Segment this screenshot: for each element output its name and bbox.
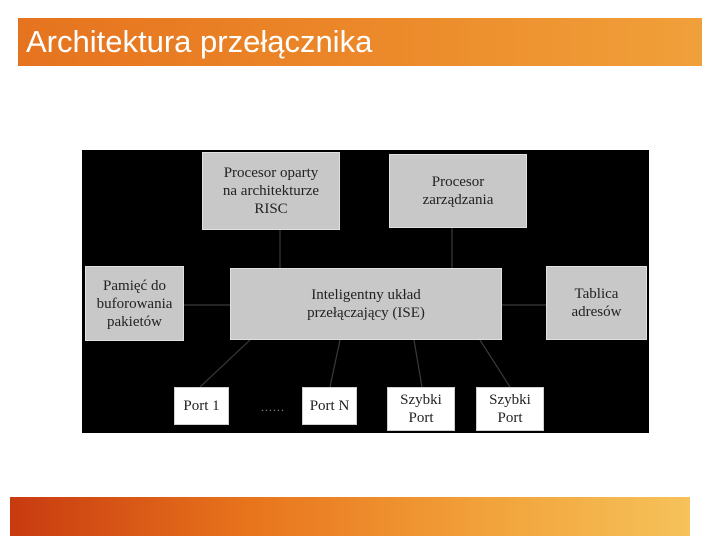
buffer-memory-label: Pamięć do buforowania pakietów — [96, 277, 173, 330]
port-n-box — [302, 387, 357, 425]
management-processor-label: Procesor zarządzania — [422, 174, 494, 208]
ports-ellipsis: ...... — [261, 400, 285, 414]
port-1-label: Port 1 — [183, 398, 220, 414]
ise-box — [230, 268, 502, 340]
line-ise-portn — [330, 340, 340, 387]
line-ise-fast2 — [480, 340, 510, 387]
fast-port-2-box — [476, 387, 544, 431]
switch-architecture-diagram — [82, 150, 649, 433]
line-ise-fast1 — [414, 340, 422, 387]
risc-processor-label: Procesor oparty na architekturze RISC — [222, 165, 320, 217]
address-table-box — [546, 266, 647, 340]
line-ise-port1 — [200, 340, 250, 387]
port-n-label: Port N — [309, 398, 350, 414]
title-bar — [18, 18, 702, 66]
footer-bar — [10, 497, 690, 536]
fast-port-1-label: Szybki Port — [400, 392, 442, 426]
buffer-memory-box — [85, 266, 184, 341]
risc-processor-box — [202, 152, 340, 230]
ise-label: Inteligentny układ przełączający (ISE) — [307, 287, 425, 321]
fast-port-2-label: Szybki Port — [489, 392, 531, 426]
port-1-box — [174, 387, 229, 425]
page-title: Architektura przełącznika — [26, 24, 373, 59]
address-table-label: Tablica adresów — [571, 286, 622, 320]
fast-port-1-box — [387, 387, 455, 431]
management-processor-box — [389, 154, 527, 228]
